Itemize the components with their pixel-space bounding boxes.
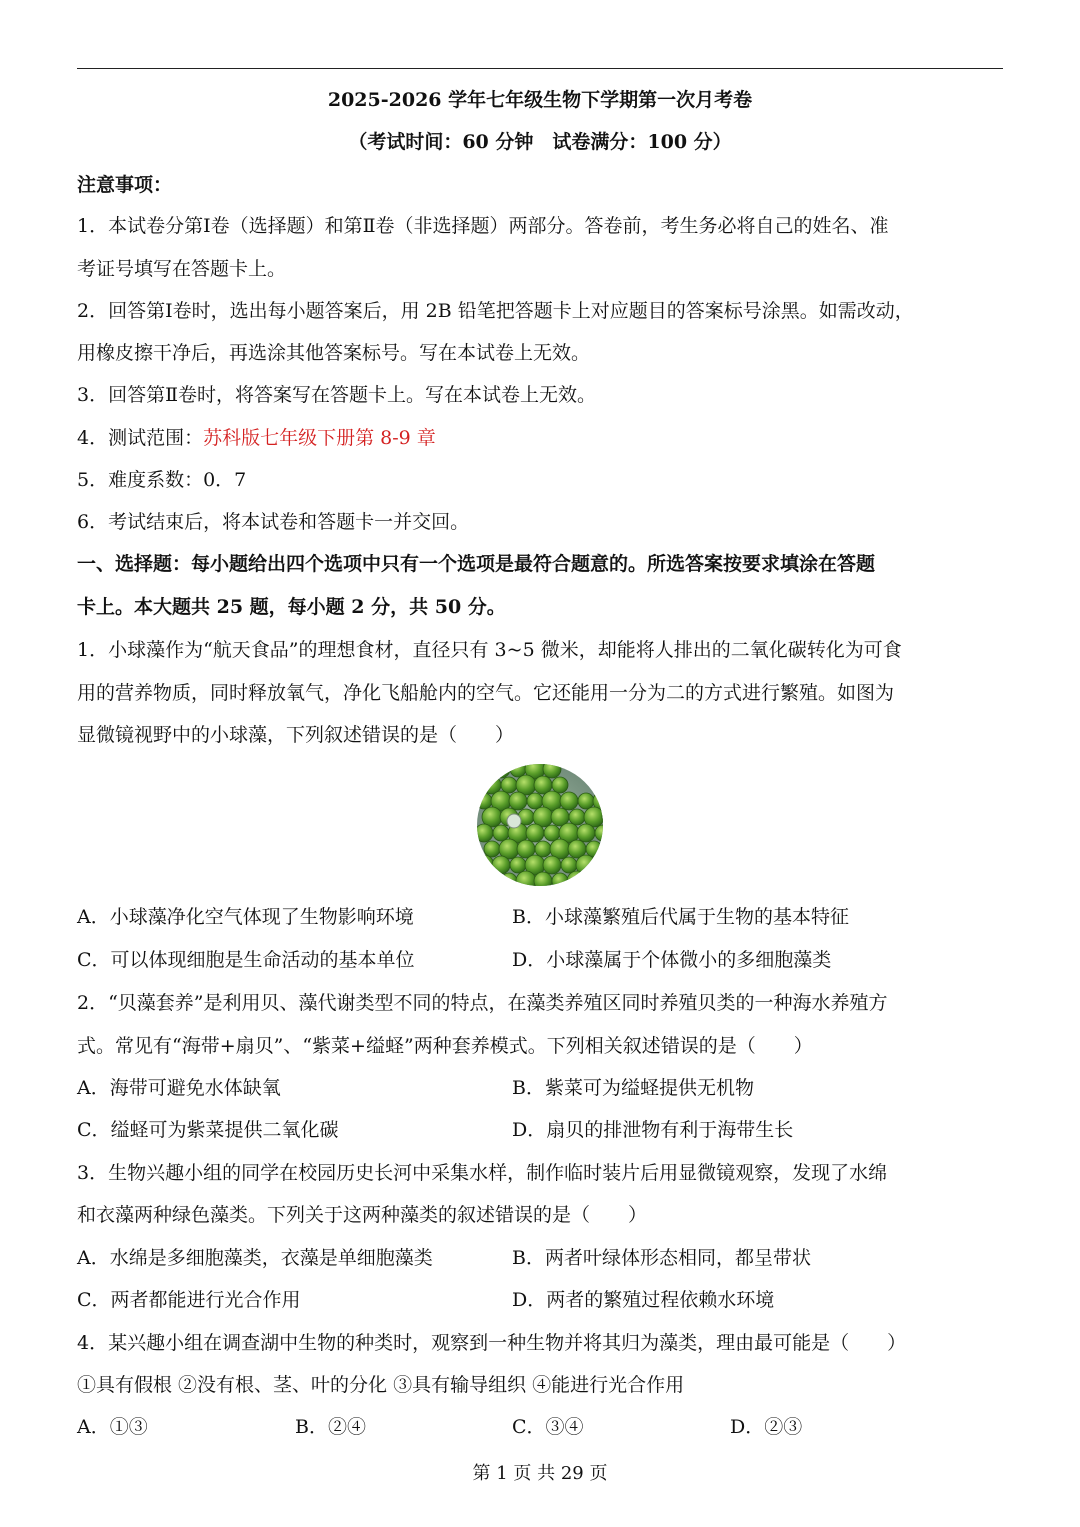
note-item-6: 6．考试结束后，将本试卷和答题卡一并交回。 [77,511,470,533]
q4-stem-line-2: ①具有假根 ②没有根、茎、叶的分化 ③具有输导组织 ④能进行光合作用 [77,1374,685,1396]
algae-cell [527,793,543,809]
note-item-2-line-2: 用橡皮擦干净后，再选涂其他答案标号。写在本试卷上无效。 [77,342,591,364]
q1-option-b: B．小球藻繁殖后代属于生物的基本特征 [512,906,849,928]
note-item-3: 3．回答第Ⅱ卷时，将答案写在答题卡上。写在本试卷上无效。 [77,384,597,406]
algae-cell [476,763,494,779]
header-rule [77,68,1003,69]
algae-cell [501,873,517,887]
algae-cell [501,777,517,793]
algae-cell [483,872,501,887]
q2-stem-line-1: 2．“贝藻套养”是利用贝、藻代谢类型不同的特点，在藻类养殖区同时养殖贝类的一种海水养殖方 [77,992,888,1014]
q1-stem-line-1: 1．小球藻作为“航天食品”的理想食材，直径只有 3~5 微米，却能将人排出的二氧化碳转化为可食 [77,639,902,661]
algae-cell [476,824,493,842]
q2-option-d: D．扇贝的排泄物有利于海带生长 [512,1119,794,1141]
note-item-5: 5．难度系数：0．7 [77,469,247,491]
algae-cell [534,872,552,887]
q2-option-b: B．紫菜可为缢蛏提供无机物 [512,1077,754,1099]
note-item-2-line-1: 2．回答第Ⅰ卷时，选出每小题答案后，用 2B 铅笔把答题卡上对应题目的答案标号涂黑。如需改动， [77,300,914,322]
notes-heading: 注意事项： [77,174,173,196]
section-1-line-2: 卡上。本大题共 25 题，每小题 2 分，共 50 分。 [77,596,506,618]
algae-cell [543,763,561,778]
algae-cell [516,871,536,887]
q3-option-c: C．两者都能进行光合作用 [77,1289,301,1311]
algae-cell [492,763,510,778]
q1-stem-line-3: 显微镜视野中的小球藻，下列叙述错误的是（ ） [77,724,515,746]
algae-cell [585,872,603,887]
test-scope: 苏科版七年级下册第 8-9 章 [203,427,436,449]
note-item-1-line-2: 考证号填写在答题卡上。 [77,258,287,280]
algae-cell [560,792,578,810]
exam-title: 2025-2026 学年七年级生物下学期第一次月考卷 [327,89,753,111]
q4-option-d: D．②③ [730,1416,803,1438]
section-1-line-1: 一、选择题：每小题给出四个选项中只有一个选项是最符合题意的。所选答案按要求填涂在答题 [77,553,876,575]
algae-cell [586,841,602,857]
algae-cell [535,841,551,857]
algae-cell [552,873,568,887]
algae-cell [476,793,492,809]
q4-option-b: B．②④ [295,1416,366,1438]
q4-option-a: A．①③ [77,1416,148,1438]
q4-stem-line-1: 4．某兴趣小组在调查湖中生物的种类时，观察到一种生物并将其归为藻类，理由最可能是（ ） [77,1332,907,1354]
q1-stem-line-2: 用的营养物质，同时释放氧气，净化飞船舱内的空气。它还能用一分为二的方式进行繁殖。如图为 [77,682,895,704]
algae-cell [578,793,594,809]
q3-option-a: A．水绵是多细胞藻类，衣藻是单细胞藻类 [77,1247,433,1269]
chlorella-micrograph [476,763,604,887]
q1-option-c: C．可以体现细胞是生命活动的基本单位 [77,949,415,971]
algae-cell [577,824,595,842]
note-item-1-line-1: 1．本试卷分第Ⅰ卷（选择题）和第Ⅱ卷（非选择题）两部分。答卷前，考生务必将自己的姓名、准 [77,215,889,237]
page-number: 第 1 页 共 29 页 [472,1463,608,1484]
algae-cell [493,825,509,841]
q2-option-c: C．缢蛏可为紫菜提供二氧化碳 [77,1119,339,1141]
algae-cell [569,809,585,825]
algae-cell [603,873,604,887]
algae-cell [543,856,561,874]
algae-cell [484,841,500,857]
algae-cell [594,856,604,874]
q3-stem-line-1: 3．生物兴趣小组的同学在校园历史长河中采集水样，制作临时装片后用显微镜观察，发现了水绵 [77,1162,888,1184]
q1-option-a: A．小球藻净化空气体现了生物影响环境 [77,906,414,928]
algae-cell [492,856,510,874]
q3-option-b: B．两者叶绿体形态相同，都呈带状 [512,1247,811,1269]
algae-cell [476,855,494,875]
algae-cell [526,824,544,842]
algae-cell [544,825,560,841]
exam-subtitle: （考试时间：60 分钟 试卷满分：100 分） [348,131,732,153]
q3-stem-line-2: 和衣藻两种绿色藻类。下列关于这两种藻类的叙述错误的是（ ） [77,1204,648,1226]
empty-cell-wall [507,814,521,828]
algae-cell [601,839,604,859]
algae-cell [567,871,587,887]
q4-option-c: C．③④ [512,1416,584,1438]
q2-stem-line-2: 式。常见有“海带+扇贝”、“紫菜+缢蛏”两种套养模式。下列相关叙述错误的是（ ） [77,1035,813,1057]
q3-option-d: D．两者的繁殖过程依赖水环境 [512,1289,775,1311]
algae-cell [509,792,527,810]
note-item-4 [77,425,1007,451]
algae-cell [552,777,568,793]
algae-cell [561,857,577,873]
q2-option-a: A．海带可避免水体缺氧 [77,1077,281,1099]
algae-cell [510,857,526,873]
note-item-4-prefix: 4．测试范围： [77,427,204,449]
q1-option-d: D．小球藻属于个体微小的多细胞藻类 [512,949,832,971]
